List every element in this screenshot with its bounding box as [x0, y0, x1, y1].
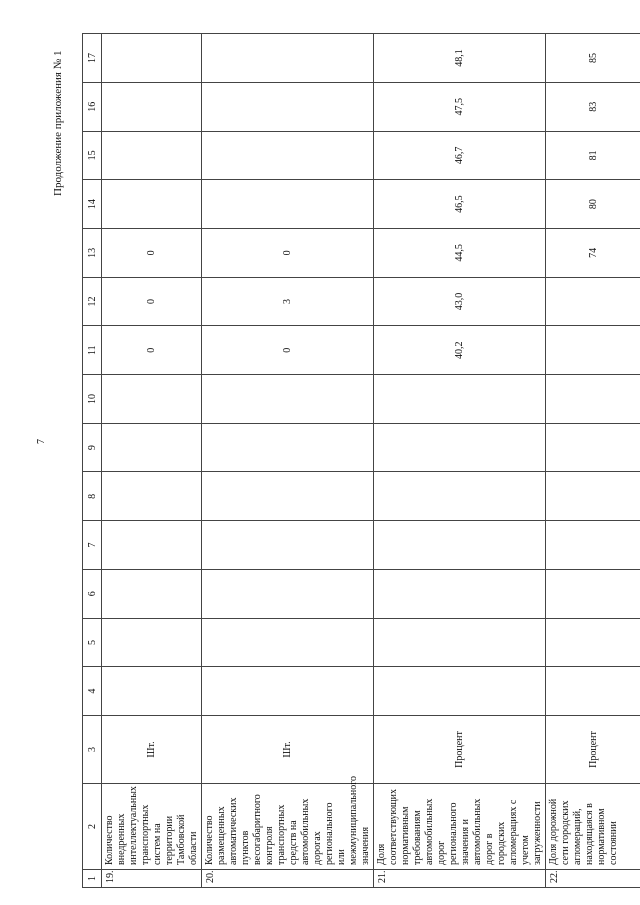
value-cell [102, 521, 202, 570]
table-row [202, 34, 374, 888]
indicators-table-wrapper [82, 33, 619, 888]
column-header-2: 2 [83, 784, 102, 870]
value-cell [374, 569, 546, 618]
value-cell [202, 82, 374, 131]
column-header-4: 4 [83, 667, 102, 716]
value-cell [102, 618, 202, 667]
value-cell [102, 472, 202, 521]
column-header-1: 1 [83, 870, 102, 888]
column-header-15: 15 [83, 131, 102, 180]
value-cell [202, 423, 374, 472]
value-cell [202, 618, 374, 667]
continuation-heading: Продолжение приложения № 1 [52, 50, 64, 196]
table-row [546, 34, 640, 888]
row-number: 21. [374, 870, 546, 888]
value-cell: 0 [202, 228, 374, 277]
indicator-name: Доля дорожной сети городских агломераций, находящаяся в нормативном состоянии [546, 784, 640, 870]
value-cell: 48,1 [374, 34, 546, 83]
value-cell: 43,0 [374, 277, 546, 326]
value-cell [202, 34, 374, 83]
value-cell [202, 131, 374, 180]
value-cell [202, 472, 374, 521]
value-cell [546, 423, 640, 472]
value-cell: 0 [102, 277, 202, 326]
column-header-14: 14 [83, 180, 102, 229]
value-cell [102, 131, 202, 180]
column-header-5: 5 [83, 618, 102, 667]
value-cell [202, 375, 374, 424]
column-header-16: 16 [83, 82, 102, 131]
column-header-6: 6 [83, 569, 102, 618]
value-cell [374, 472, 546, 521]
value-cell [102, 423, 202, 472]
value-cell: 0 [202, 326, 374, 375]
value-cell [202, 667, 374, 716]
row-number: 20. [202, 870, 374, 888]
value-cell [546, 277, 640, 326]
value-cell: 85 [546, 34, 640, 83]
value-cell [546, 326, 640, 375]
value-cell [546, 618, 640, 667]
value-cell: 3 [202, 277, 374, 326]
column-header-13: 13 [83, 228, 102, 277]
column-header-11: 11 [83, 326, 102, 375]
value-cell [546, 472, 640, 521]
indicator-name: Количество размещенных автоматических пунктов весогабаритного контроля транспортных средств на автомобильных дорогах регионального или межмуниципального значения [202, 784, 374, 870]
value-cell [374, 521, 546, 570]
table-row [374, 34, 546, 888]
value-cell [202, 569, 374, 618]
value-cell: 46,7 [374, 131, 546, 180]
page-number: 7 [36, 439, 47, 444]
indicator-unit: Шт. [102, 716, 202, 784]
value-cell [202, 180, 374, 229]
value-cell [102, 34, 202, 83]
column-header-12: 12 [83, 277, 102, 326]
value-cell [546, 667, 640, 716]
row-number: 19. [102, 870, 202, 888]
indicator-name: Количество внедренных интеллектуальных транспортных систем на территории Тамбовской области [102, 784, 202, 870]
value-cell [374, 375, 546, 424]
value-cell [102, 82, 202, 131]
value-cell [202, 521, 374, 570]
value-cell [102, 667, 202, 716]
header-row [83, 34, 102, 888]
value-cell: 80 [546, 180, 640, 229]
row-number: 22. [546, 870, 640, 888]
value-cell: 0 [102, 228, 202, 277]
value-cell: 44,5 [374, 228, 546, 277]
indicator-name: Доля соответствующих нормативным требованиям автомобильных дорог регионального значения и автомобильных дорог в городских агломерациях с учетом загруженности [374, 784, 546, 870]
value-cell [546, 569, 640, 618]
column-header-7: 7 [83, 521, 102, 570]
value-cell: 40,2 [374, 326, 546, 375]
value-cell [546, 521, 640, 570]
value-cell [374, 667, 546, 716]
value-cell [102, 569, 202, 618]
indicators-table [82, 33, 640, 888]
indicator-unit: Шт. [202, 716, 374, 784]
indicator-unit: Процент [546, 716, 640, 784]
column-header-9: 9 [83, 423, 102, 472]
column-header-3: 3 [83, 716, 102, 784]
value-cell: 46,5 [374, 180, 546, 229]
value-cell [102, 180, 202, 229]
indicator-unit: Процент [374, 716, 546, 784]
table-row [102, 34, 202, 888]
value-cell: 83 [546, 82, 640, 131]
value-cell [374, 423, 546, 472]
value-cell [546, 375, 640, 424]
column-header-8: 8 [83, 472, 102, 521]
value-cell [374, 618, 546, 667]
value-cell: 47,5 [374, 82, 546, 131]
column-header-17: 17 [83, 34, 102, 83]
value-cell: 74 [546, 228, 640, 277]
value-cell: 0 [102, 326, 202, 375]
value-cell: 81 [546, 131, 640, 180]
column-header-10: 10 [83, 375, 102, 424]
value-cell [102, 375, 202, 424]
